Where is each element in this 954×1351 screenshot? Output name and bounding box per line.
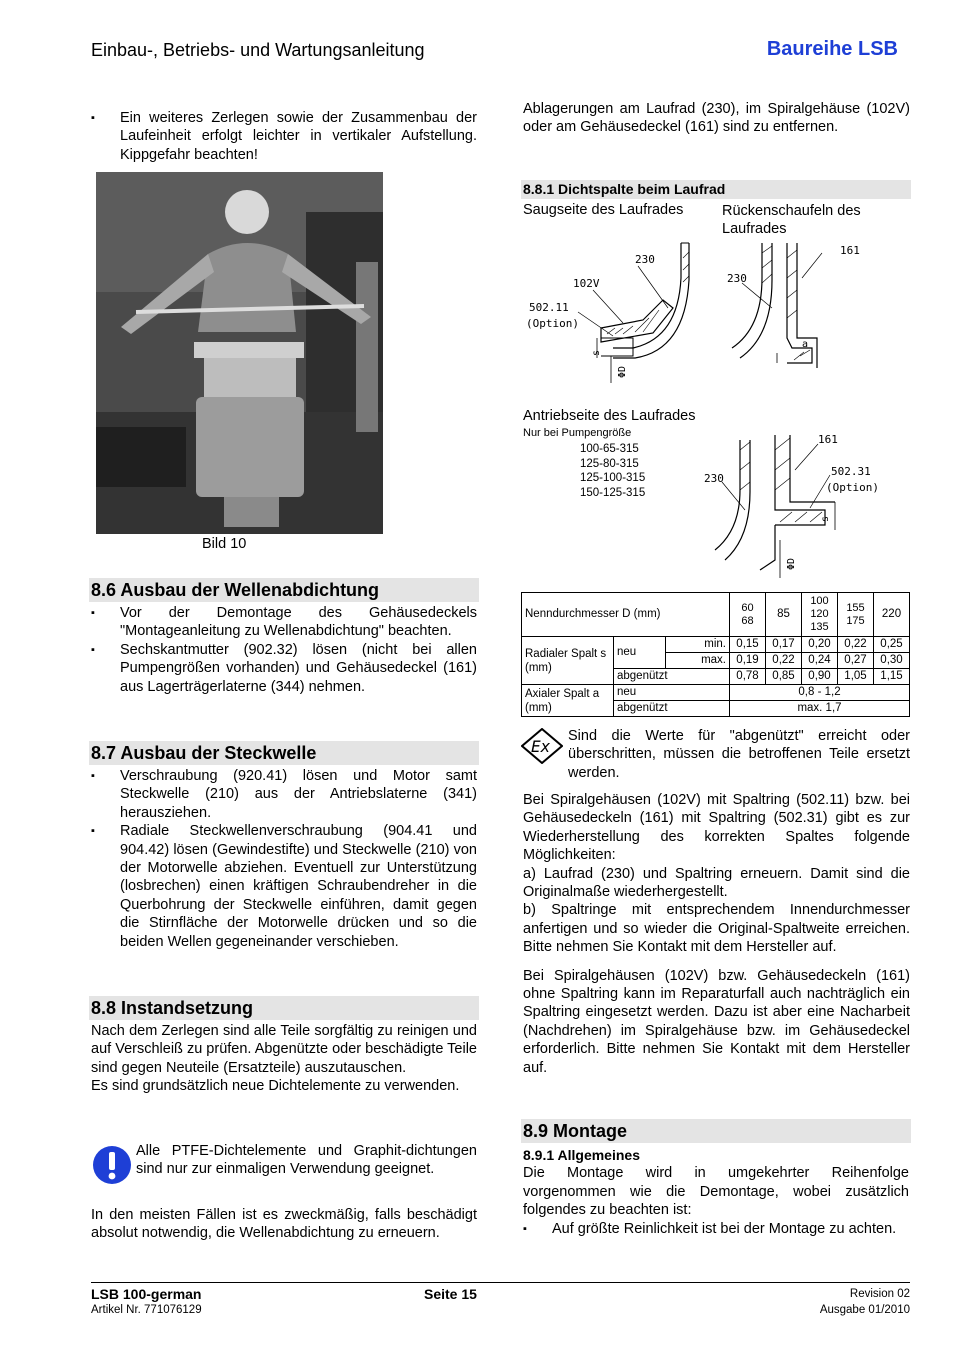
table-cell: 0,90 [802,669,838,685]
label-230: 230 [727,272,747,285]
paragraph: Die Montage wird in umgekehrter Reihenfolge vorgenommen wie die Demontage, wobei zusätzlich folgendes zu beachten ist: [523,1165,909,1219]
section-8-9-title: 8.9 Montage [521,1119,911,1143]
table-cell: 0,22 [838,637,874,653]
label-option: (Option) [826,481,879,494]
table-cell: min. [666,637,730,653]
label-suction-side: Saugseite des Laufrades [523,202,684,218]
section-8-7-title: 8.7 Ausbau der Steckwelle [89,741,479,765]
paragraph: Nach dem Zerlegen sind alle Teile sorgfältig zu reinigen und auf Verschleiß zu prüfen. Abgenützte oder beschädigte Teile sind gegen Neuteile (Ersatzteile) auszutauschen. [91,1023,477,1076]
right-body [523,791,910,1077]
disassembly-photo [96,172,383,534]
table-header: Nenndurchmesser D (mm) [522,593,730,637]
label-502-31: 502.31 [831,465,871,478]
intro-bullet: ▪ Ein weiteres Zerlegen sowie der Zusammenbau der Laufeinheit erfolgt leichter in vertikaler Aufstellung. Kippgefahr beachten! [91,109,477,164]
label-230: 230 [704,472,724,485]
list-item: ▪ Radiale Steckwellenverschraubung (904.41 und 904.42) lösen (Gewindestifte) und Steckwelle (210) von der Motorwelle abziehen. Eventuell zur Unterstützung (losbrechen) einen kräftigen Schraubendreher in die Querbohrung der Steckwelle einführen, damit gegen die Stirnfläche der Motorwelle drücken und so die beiden Wellen gegeneinander verschieben. [91,822,477,951]
svg-text:Ex: Ex [531,737,551,756]
table-cell: max. [666,653,730,669]
ptfe-note [136,1142,477,1179]
label-230: 230 [635,253,655,266]
list-item: ▪ Sechskantmutter (902.32) lösen (nicht bei allen Pumpengrößen vorhanden) und Gehäusedeckel (161) aus Lagerträgerlaterne (344) nehmen. [91,641,477,696]
header-title: Einbau-, Betriebs- und Wartungsanleitung [91,40,425,60]
table-cell: max. 1,7 [730,701,910,717]
size-note: Nur bei Pumpengröße [523,427,632,439]
section-8-6 [89,578,479,696]
table-cell: 0,24 [802,653,838,669]
table-cell: 0,15 [730,637,766,653]
table-header: 155 175 [838,593,874,637]
left-column [91,109,477,164]
list-item: 150-125-315 [580,486,646,499]
table-cell: 0,19 [730,653,766,669]
ex-note-text: Sind die Werte für "abgenützt" erreicht oder überschritten, müssen die betroffenen Teile ersetzt werden. [568,728,910,781]
drive-side-drawing [700,430,890,578]
table-cell: abgenützt [614,701,730,717]
label-option: (Option) [526,317,579,330]
table-cell: 0,8 - 1,2 [730,685,910,701]
size-list [580,442,645,500]
paragraph: Bei Spiralgehäusen (102V) mit Spaltring (502.11) bzw. bei Gehäusedeckeln (161) mit Spaltring (502.31) gibt es zur Wiederherstellung des korrekten Spaltes folgende Möglichkeiten: [523,792,910,864]
paragraph: Es sind grundsätzlich neue Dichtelemente zu verwenden. [91,1078,460,1095]
table-header: 85 [766,593,802,637]
ex-note [568,727,910,782]
list-item: ▪ Verschraubung (920.41) lösen und Motor samt Steckwelle (210) aus der Antriebslaterne (341) herausziehen. [91,767,477,822]
label-161: 161 [818,433,838,446]
section-8-7 [89,741,479,951]
table-cell: 1,05 [838,669,874,685]
paragraph: In den meisten Fällen ist es zweckmäßig, falls beschädigt absolut notwendig, die Wellenabdichtung zu erneuern. [91,1207,477,1242]
label-502-11: 502.11 [529,301,569,314]
figure-caption: Bild 10 [202,536,247,552]
paragraph: b) Spaltringe mit entsprechendem Innendurchmesser anfertigen und so wieder die Original-Spaltweite erreichen. Bitte nehmen Sie Kontakt mit dem Hersteller auf. [523,902,910,956]
label-phi-d: ΦD [617,365,628,378]
section-8-8 [89,996,479,1096]
right-intro [523,100,910,137]
label-161: 161 [840,244,860,257]
ex-warning-icon [521,728,563,764]
label-s: s [820,515,831,522]
ptfe-note-text: Alle PTFE-Dichtelemente und Graphit-dichtungen sind nur zur einmaligen Verwendung geeignet. [136,1143,477,1178]
table-header: 100 120 135 [802,593,838,637]
doc-id: LSB 100-german [91,1286,202,1302]
article-number: Artikel Nr. 771076129 [91,1304,202,1316]
table-cell: 0,25 [874,637,910,653]
gap-table [521,592,910,717]
table-cell: 0,30 [874,653,910,669]
table-header: 60 68 [730,593,766,637]
page-number: Seite 15 [424,1286,477,1302]
label-a: a [802,339,809,350]
suction-side-drawing [523,238,718,388]
section-8-8-1-title: 8.8.1 Dichtspalte beim Laufrad [521,180,911,199]
label-phi-d: ΦD [786,557,797,570]
label-drive-side: Antriebseite des Laufrades [523,408,696,424]
table-cell: 0,17 [766,637,802,653]
list-item: ▪ Vor der Demontage des Gehäusedeckels "Montageanleitung zu Wellenabdichtung" beachten. [91,604,477,641]
label-back-vanes: Rückenschaufeln des Laufrades [722,203,861,238]
table-cell: neu [614,637,666,669]
section-8-9 [521,1119,911,1238]
section-8-8-final [91,1206,477,1243]
table-row-label: Axialer Spalt a (mm) [522,685,614,717]
list-item: 125-80-315 [580,457,639,470]
series-title: Baureihe LSB [766,38,898,60]
label-s: s [591,349,602,356]
section-8-8-title: 8.8 Instandsetzung [89,996,479,1020]
table-header: 220 [874,593,910,637]
table-cell: 0,22 [766,653,802,669]
paragraph: Bei Spiralgehäusen (102V) bzw. Gehäusedeckeln (161) ohne Spaltring kann im Reparaturfall auch nachträglich ein Spaltring eingesetzt werden. Dazu ist aber eine Nacharbeit (Nachdrehen) im Spiralgehäuse bzw. im Gehäusedeckel erforderlich. Bitte nehmen Sie Kontakt mit dem Hersteller auf. [523,967,910,1076]
label-102v: 102V [573,277,600,290]
revision: Revision 02 [849,1288,910,1300]
list-item: ▪ Auf größte Reinlichkeit ist bei der Montage zu achten. [523,1220,909,1238]
back-vanes-drawing [722,238,862,388]
list-item: 100-65-315 [580,443,639,455]
table-cell: abgenützt [614,669,730,685]
list-item: 125-100-315 [580,472,646,485]
table-cell: 0,20 [802,637,838,653]
table-cell: 0,27 [838,653,874,669]
footer-divider [91,1282,910,1283]
table-row-label: Radialer Spalt s (mm) [522,637,614,685]
table-cell: neu [614,685,730,701]
section-8-9-1-title: 8.9.1 Allgemeines [523,1147,640,1163]
paragraph: Ablagerungen am Laufrad (230), im Spiralgehäuse (102V) oder am Gehäusedeckel (161) sind zu entfernen. [523,101,910,136]
issue-date: Ausgabe 01/2010 [819,1304,910,1316]
paragraph: a) Laufrad (230) und Spaltring erneuern. Damit sind die Originalmaße wiederhergestellt. [523,865,910,901]
table-cell: 1,15 [874,669,910,685]
exclamation-icon [92,1145,132,1185]
table-cell: 0,85 [766,669,802,685]
section-8-6-title: 8.6 Ausbau der Wellenabdichtung [89,578,479,602]
table-cell: 0,78 [730,669,766,685]
